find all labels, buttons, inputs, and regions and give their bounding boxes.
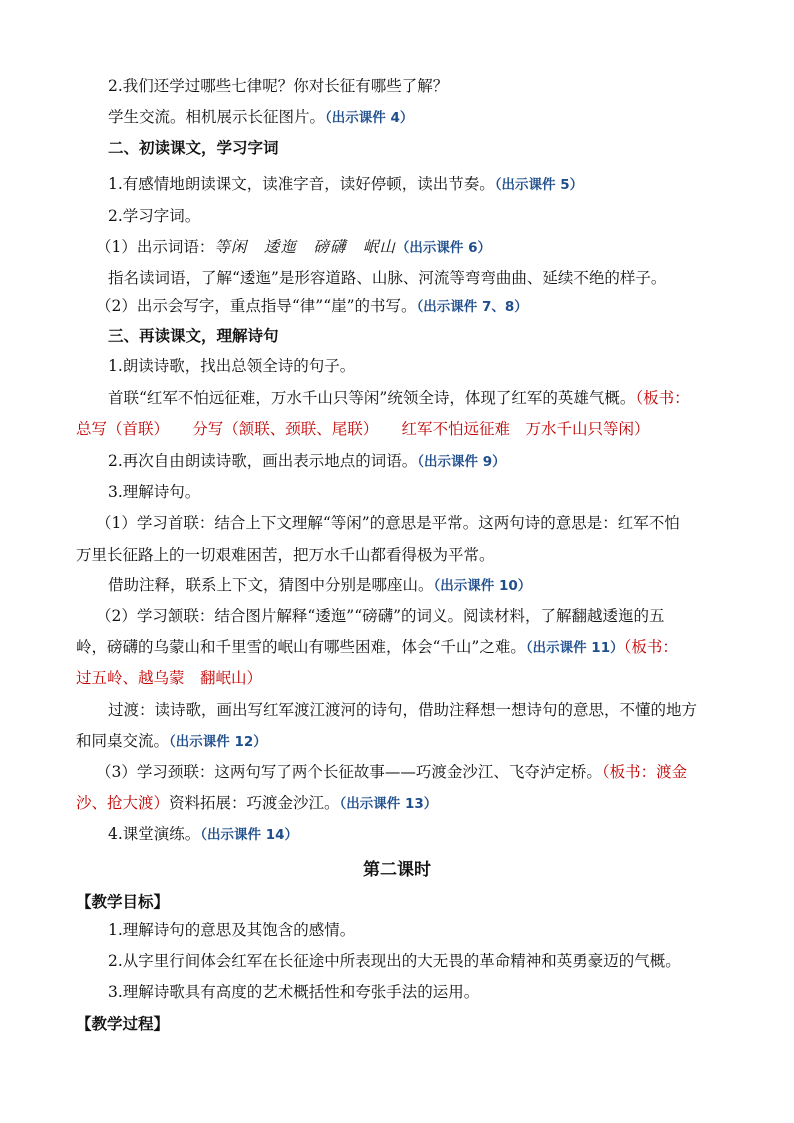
section-heading: [108, 138, 720, 158]
text-segment: 3.理解诗句。: [108, 483, 201, 501]
courseware-ref: （出示课件 4）: [325, 110, 414, 126]
text-line: [108, 575, 720, 596]
text-segment: 借助注释，联系上下文，猜图中分别是哪座山。: [108, 576, 434, 594]
courseware-ref: （出示课件 9）: [417, 454, 506, 470]
text-segment: （1）学习首联：结合上下文理解“等闲”的意思是平常。这两句诗的意思是：红军不怕: [96, 514, 680, 532]
board-note: [76, 668, 720, 688]
text-segment: 2.从字里行间体会红军在长征途中所表现出的大无畏的革命精神和英勇豪迈的气概。: [108, 952, 681, 970]
text-segment: 三、再读课文，理解诗句: [108, 326, 279, 345]
courseware-ref: （出示课件 12）: [169, 734, 267, 750]
text-line: [108, 76, 720, 96]
board-writing: （板书：: [635, 389, 690, 407]
courseware-ref: （出示课件 13）: [339, 796, 438, 812]
objective-item: [108, 982, 720, 1002]
text-segment: 第二课时: [363, 860, 431, 880]
vocab-words: 等闲 逶迤 磅礴 岷山: [214, 238, 396, 256]
text-line: [76, 545, 720, 565]
text-segment: 岭，磅礴的乌蒙山和千里雪的岷山有哪些困难，体会“千山”之难。: [76, 638, 526, 656]
text-segment: （3）学习颈联：这两句写了两个长征故事——巧渡金沙江、飞夺泸定桥。: [96, 763, 602, 781]
objective-item: [108, 920, 720, 940]
board-writing: 过五岭、越乌蒙 翻岷山）: [76, 669, 263, 687]
text-segment: 二、初读课文，学习字词: [108, 138, 279, 157]
lesson-title: [0, 860, 794, 880]
text-line: [108, 268, 720, 288]
text-segment: 【教学目标】: [76, 892, 170, 911]
courseware-ref: （出示课件 6）: [395, 240, 491, 256]
courseware-ref: （出示课件 5）: [494, 177, 584, 193]
board-writing: （板书：渡金: [601, 763, 688, 781]
text-line: [96, 606, 720, 626]
text-segment: 【教学过程】: [76, 1014, 170, 1033]
text-line: [76, 731, 720, 752]
board-writing: 沙、抢大渡）: [76, 794, 170, 812]
section-heading: [108, 326, 720, 346]
text-segment: 万里长征路上的一切艰难困苦，把万水千山都看得极为平常。: [76, 546, 495, 564]
subsection-heading: [76, 1014, 720, 1034]
text-line: [108, 206, 720, 226]
text-segment: 和同桌交流。: [76, 732, 170, 750]
text-segment: （1）出示词语：: [96, 238, 215, 256]
text-line: [96, 762, 720, 782]
text-segment: 资料拓展：巧渡金沙江。: [169, 794, 340, 812]
board-note: [76, 419, 720, 439]
text-line: [108, 700, 720, 720]
courseware-ref: （出示课件 14）: [200, 827, 299, 843]
text-line: [96, 237, 720, 258]
text-line: [108, 482, 720, 502]
board-writing: （板书：: [623, 638, 678, 656]
text-line: [96, 296, 720, 317]
text-segment: 首联“红军不怕远征难，万水千山只等闲”统领全诗，体现了红军的英雄气概。: [108, 389, 636, 407]
text-segment: 2.我们还学过哪些七律呢？你对长征有哪些了解？: [108, 77, 449, 95]
text-line: [108, 388, 720, 408]
text-segment: 1.有感情地朗读课文，读准字音，读好停顿，读出节奏。: [108, 175, 495, 193]
text-segment: 3.理解诗歌具有高度的艺术概括性和夸张手法的运用。: [108, 983, 480, 1001]
text-segment: （2）出示会写字，重点指导“律”“崖”的书写。: [96, 297, 417, 315]
text-segment: 2.学习字词。: [108, 207, 201, 225]
text-line: [108, 174, 720, 195]
objective-item: [108, 951, 720, 971]
text-segment: 学生交流。相机展示长征图片。: [108, 108, 326, 126]
text-segment: 4.课堂演练。: [108, 825, 201, 843]
subsection-heading: [76, 892, 720, 912]
board-writing: 总写（首联） 分写（颔联、颈联、尾联） 红军不怕远征难 万水千山只等闲）: [76, 420, 650, 438]
text-segment: 指名读词语，了解“逶迤”是形容道路、山脉、河流等弯弯曲曲、延续不绝的样子。: [108, 269, 667, 287]
text-line: [76, 637, 720, 658]
courseware-ref: （出示课件 11）: [525, 640, 624, 656]
text-line: [108, 451, 720, 472]
courseware-ref: （出示课件 10）: [433, 578, 532, 594]
text-line: [108, 107, 720, 128]
text-line: [76, 793, 720, 814]
text-segment: 2.再次自由朗读诗歌，画出表示地点的词语。: [108, 452, 418, 470]
text-line: [108, 824, 720, 845]
courseware-ref: （出示课件 7、8）: [416, 299, 528, 315]
text-segment: 1.理解诗句的意思及其饱含的感情。: [108, 921, 356, 939]
text-line: [108, 356, 720, 376]
text-segment: 1.朗读诗歌，找出总领全诗的句子。: [108, 357, 356, 375]
text-segment: 过渡：读诗歌，画出写红军渡江渡河的诗句，借助注释想一想诗句的意思，不懂的地方: [108, 701, 698, 719]
text-segment: （2）学习颔联：结合图片解释“逶迤”“磅礴”的词义。阅读材料，了解翻越逶迤的五: [96, 607, 665, 625]
text-line: [96, 513, 720, 533]
